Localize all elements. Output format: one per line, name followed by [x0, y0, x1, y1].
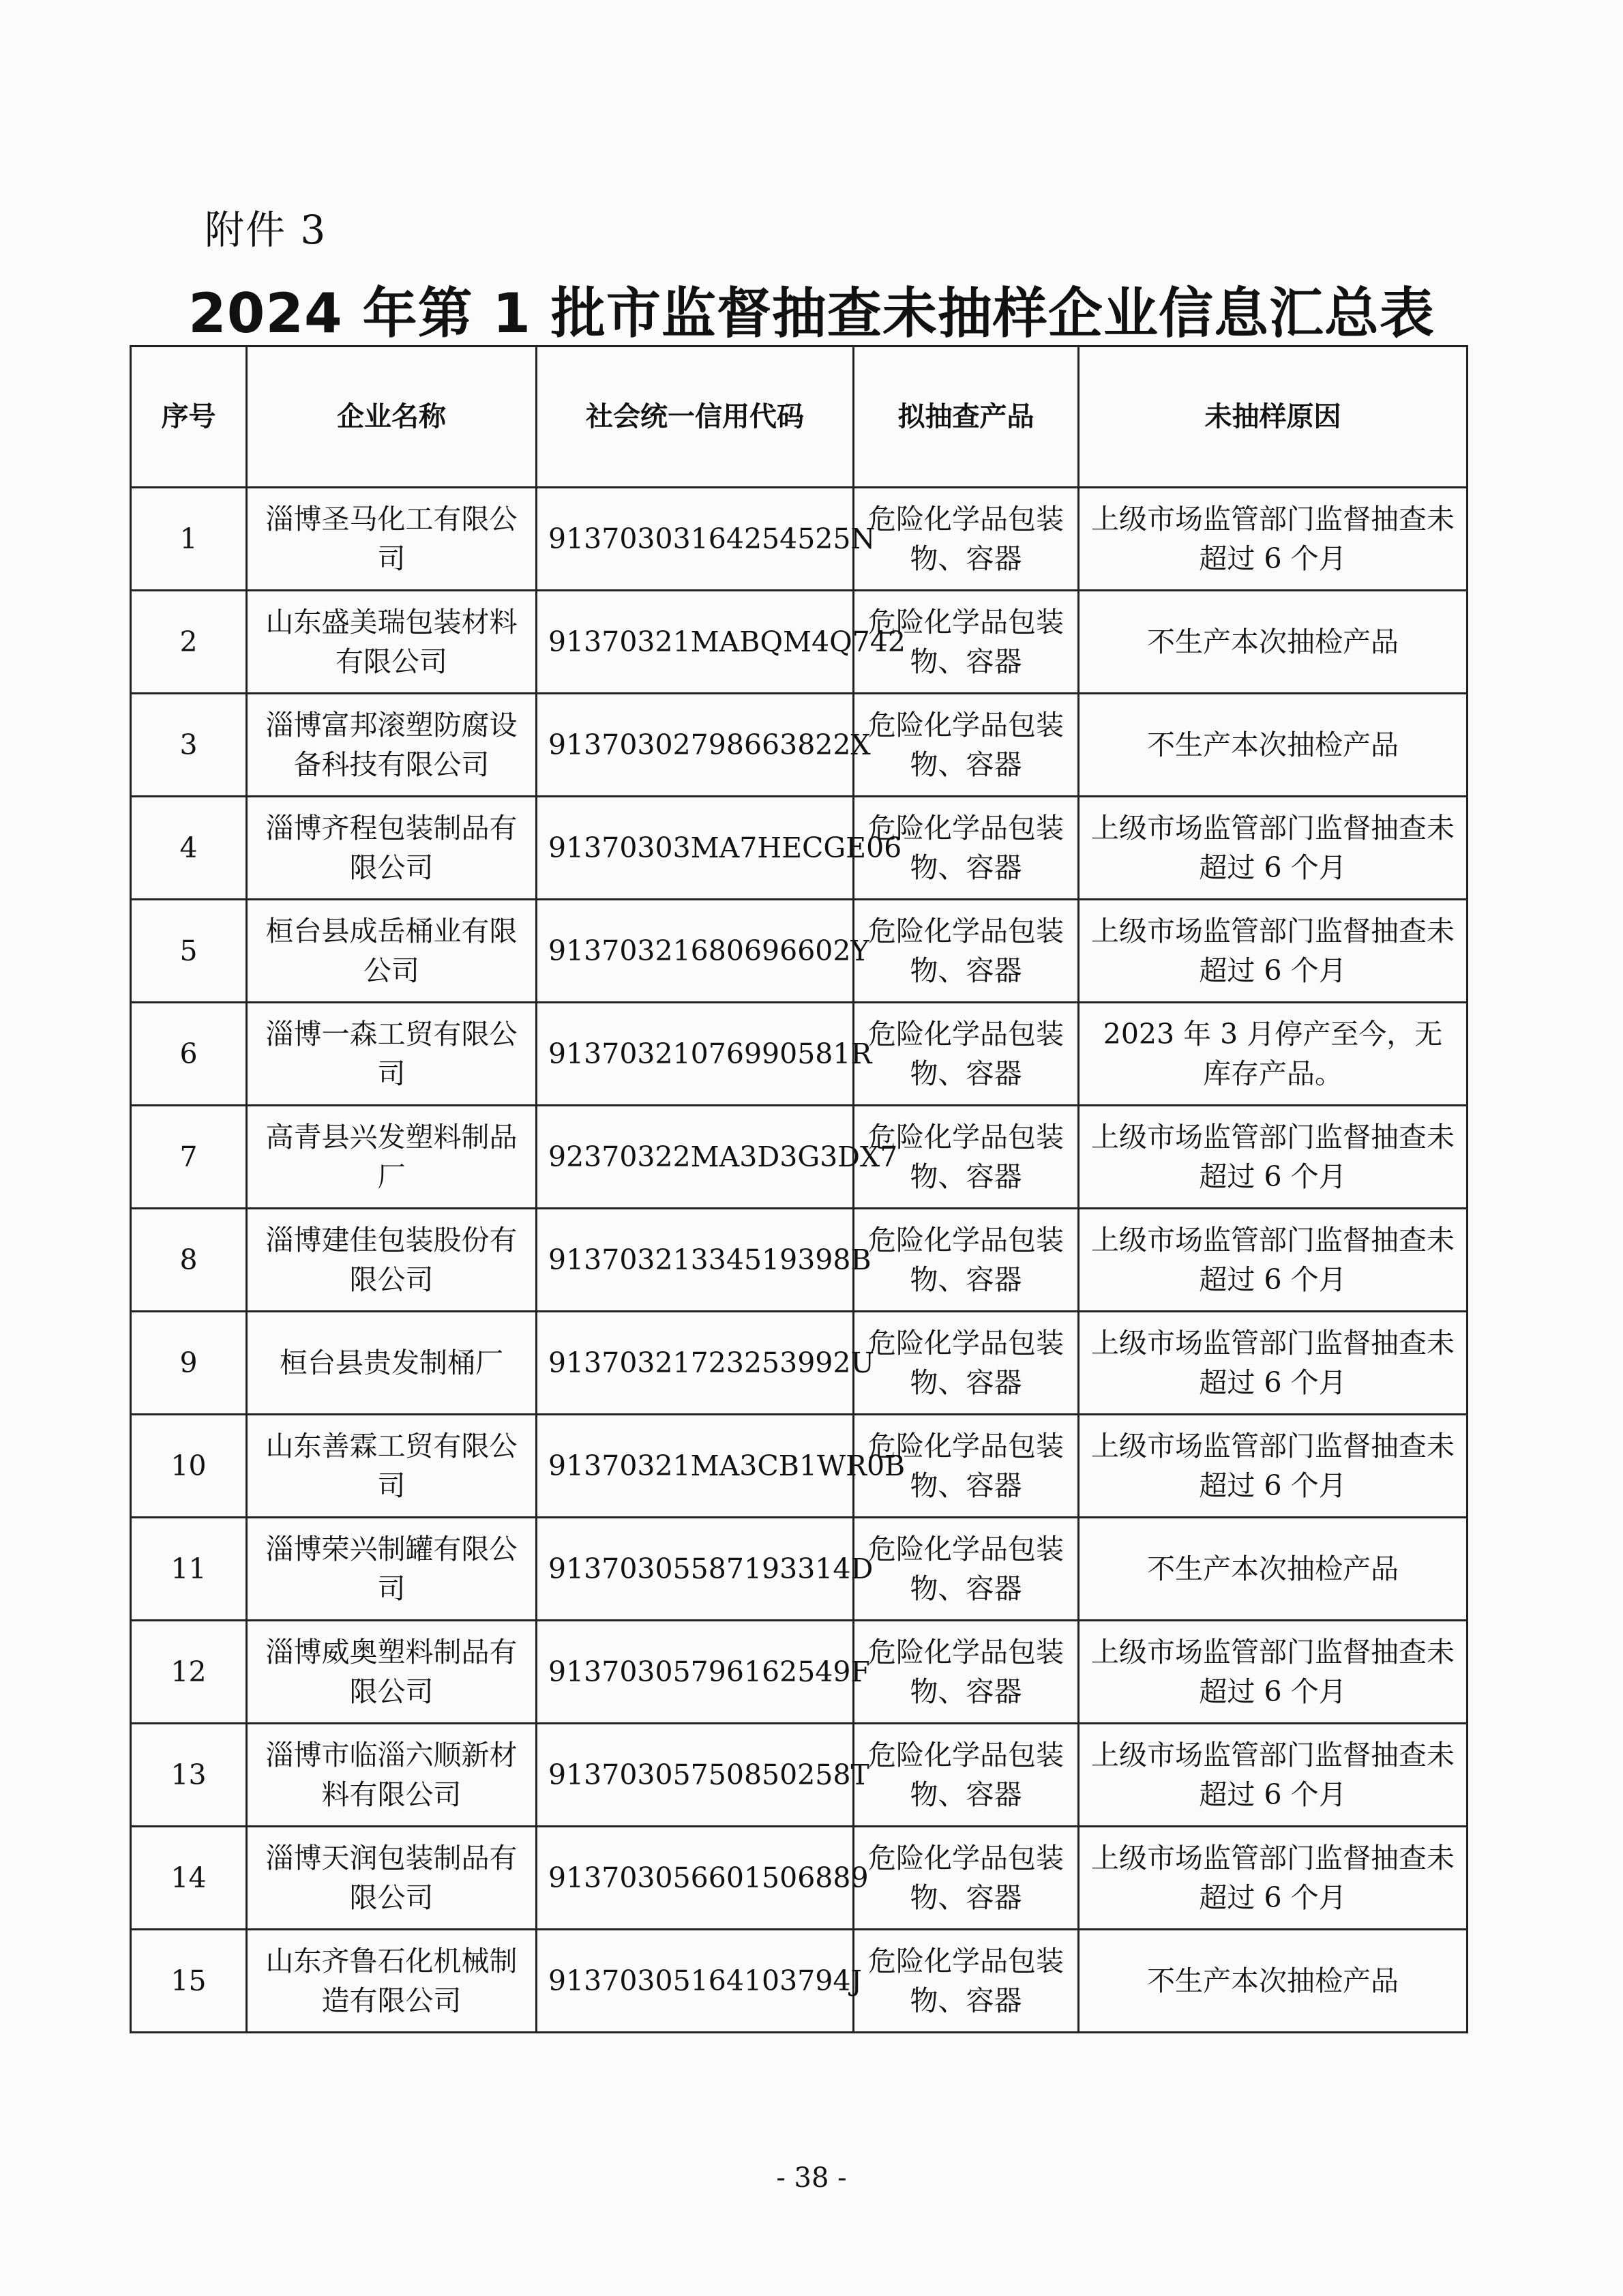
row-product: 危险化学品包装物、容器: [854, 694, 1079, 797]
table-row: [131, 1930, 1468, 2033]
row-credit-code: 91370305796162549F: [537, 1621, 854, 1724]
row-reason: 不生产本次抽检产品: [1079, 591, 1468, 694]
row-company-name: 淄博齐程包装制品有限公司: [247, 797, 537, 900]
row-credit-code: 91370321723253992U: [537, 1312, 854, 1415]
row-company-name: 山东齐鲁石化机械制造有限公司: [247, 1930, 537, 2033]
row-credit-code: 91370305587193314D: [537, 1518, 854, 1621]
row-serial-number: 6: [131, 1003, 247, 1106]
row-credit-code: 91370302798663822X: [537, 694, 854, 797]
row-reason: 2023 年 3 月停产至今，无库存产品。: [1079, 1003, 1468, 1106]
row-serial-number: 15: [131, 1930, 247, 2033]
row-serial-number: 14: [131, 1827, 247, 1930]
row-company-name: 山东盛美瑞包装材料有限公司: [247, 591, 537, 694]
table-row: [131, 488, 1468, 591]
row-company-name: 高青县兴发塑料制品厂: [247, 1106, 537, 1209]
header-product: 拟抽查产品: [854, 347, 1079, 488]
row-credit-code: 91370305750850258T: [537, 1724, 854, 1827]
row-reason: 上级市场监管部门监督抽查未超过 6 个月: [1079, 488, 1468, 591]
row-serial-number: 7: [131, 1106, 247, 1209]
row-reason: 不生产本次抽检产品: [1079, 1518, 1468, 1621]
row-reason: 不生产本次抽检产品: [1079, 1930, 1468, 2033]
row-product: 危险化学品包装物、容器: [854, 900, 1079, 1003]
row-product: 危险化学品包装物、容器: [854, 1312, 1079, 1415]
row-company-name: 桓台县成岳桶业有限公司: [247, 900, 537, 1003]
row-credit-code: 91370321680696602Y: [537, 900, 854, 1003]
row-serial-number: 5: [131, 900, 247, 1003]
table-row: [131, 1209, 1468, 1312]
row-product: 危险化学品包装物、容器: [854, 1003, 1079, 1106]
table-row: [131, 694, 1468, 797]
row-reason: 上级市场监管部门监督抽查未超过 6 个月: [1079, 1209, 1468, 1312]
header-company-name: 企业名称: [247, 347, 537, 488]
row-serial-number: 3: [131, 694, 247, 797]
row-serial-number: 13: [131, 1724, 247, 1827]
row-product: 危险化学品包装物、容器: [854, 1621, 1079, 1724]
row-product: 危险化学品包装物、容器: [854, 797, 1079, 900]
row-credit-code: 91370321MA3CB1WR0B: [537, 1415, 854, 1518]
table-row: [131, 1415, 1468, 1518]
table-row: [131, 1106, 1468, 1209]
table-row: [131, 1003, 1468, 1106]
table-row: [131, 1724, 1468, 1827]
table-row: [131, 591, 1468, 694]
table-row: [131, 1621, 1468, 1724]
row-credit-code: 92370322MA3D3G3DX7: [537, 1106, 854, 1209]
row-reason: 上级市场监管部门监督抽查未超过 6 个月: [1079, 1827, 1468, 1930]
header-serial-number: 序号: [131, 347, 247, 488]
row-reason: 上级市场监管部门监督抽查未超过 6 个月: [1079, 797, 1468, 900]
row-serial-number: 4: [131, 797, 247, 900]
table-row: [131, 1827, 1468, 1930]
row-company-name: 淄博一森工贸有限公司: [247, 1003, 537, 1106]
row-credit-code: 91370321076990581R: [537, 1003, 854, 1106]
row-reason: 上级市场监管部门监督抽查未超过 6 个月: [1079, 1106, 1468, 1209]
row-reason: 上级市场监管部门监督抽查未超过 6 个月: [1079, 1621, 1468, 1724]
row-serial-number: 2: [131, 591, 247, 694]
row-credit-code: 91370303MA7HECGE06: [537, 797, 854, 900]
row-reason: 上级市场监管部门监督抽查未超过 6 个月: [1079, 1312, 1468, 1415]
header-credit-code: 社会统一信用代码: [537, 347, 854, 488]
row-company-name: 淄博荣兴制罐有限公司: [247, 1518, 537, 1621]
row-reason: 不生产本次抽检产品: [1079, 694, 1468, 797]
header-reason: 未抽样原因: [1079, 347, 1468, 488]
row-credit-code: 91370321MABQM4Q742: [537, 591, 854, 694]
row-company-name: 淄博市临淄六顺新材料有限公司: [247, 1724, 537, 1827]
row-serial-number: 12: [131, 1621, 247, 1724]
attachment-label: 附件 3: [205, 207, 327, 253]
table-row: [131, 1312, 1468, 1415]
table-row: [131, 1518, 1468, 1621]
row-product: 危险化学品包装物、容器: [854, 1724, 1079, 1827]
row-serial-number: 9: [131, 1312, 247, 1415]
row-credit-code: 913703056601506889: [537, 1827, 854, 1930]
row-reason: 上级市场监管部门监督抽查未超过 6 个月: [1079, 1724, 1468, 1827]
row-company-name: 山东善霖工贸有限公司: [247, 1415, 537, 1518]
row-product: 危险化学品包装物、容器: [854, 1415, 1079, 1518]
row-serial-number: 11: [131, 1518, 247, 1621]
table-row: [131, 900, 1468, 1003]
row-company-name: 桓台县贵发制桶厂: [247, 1312, 537, 1415]
table-row: [131, 797, 1468, 900]
table-header-row: [131, 347, 1468, 488]
summary-table: [130, 345, 1468, 2033]
row-serial-number: 10: [131, 1415, 247, 1518]
row-product: 危险化学品包装物、容器: [854, 1827, 1079, 1930]
row-product: 危险化学品包装物、容器: [854, 1106, 1079, 1209]
row-product: 危险化学品包装物、容器: [854, 1209, 1079, 1312]
row-product: 危险化学品包装物、容器: [854, 1930, 1079, 2033]
row-company-name: 淄博威奥塑料制品有限公司: [247, 1621, 537, 1724]
row-credit-code: 91370305164103794J: [537, 1930, 854, 2033]
row-product: 危险化学品包装物、容器: [854, 591, 1079, 694]
row-company-name: 淄博圣马化工有限公司: [247, 488, 537, 591]
row-credit-code: 91370321334519398B: [537, 1209, 854, 1312]
row-product: 危险化学品包装物、容器: [854, 1518, 1079, 1621]
row-company-name: 淄博建佳包装股份有限公司: [247, 1209, 537, 1312]
page-number: - 38 -: [776, 2162, 847, 2194]
row-serial-number: 8: [131, 1209, 247, 1312]
row-company-name: 淄博富邦滚塑防腐设备科技有限公司: [247, 694, 537, 797]
row-reason: 上级市场监管部门监督抽查未超过 6 个月: [1079, 900, 1468, 1003]
row-serial-number: 1: [131, 488, 247, 591]
table-body: [131, 488, 1468, 2033]
row-credit-code: 91370303164254525N: [537, 488, 854, 591]
row-company-name: 淄博天润包装制品有限公司: [247, 1827, 537, 1930]
document-title: 2024 年第 1 批市监督抽查未抽样企业信息汇总表: [188, 282, 1435, 345]
row-reason: 上级市场监管部门监督抽查未超过 6 个月: [1079, 1415, 1468, 1518]
row-product: 危险化学品包装物、容器: [854, 488, 1079, 591]
